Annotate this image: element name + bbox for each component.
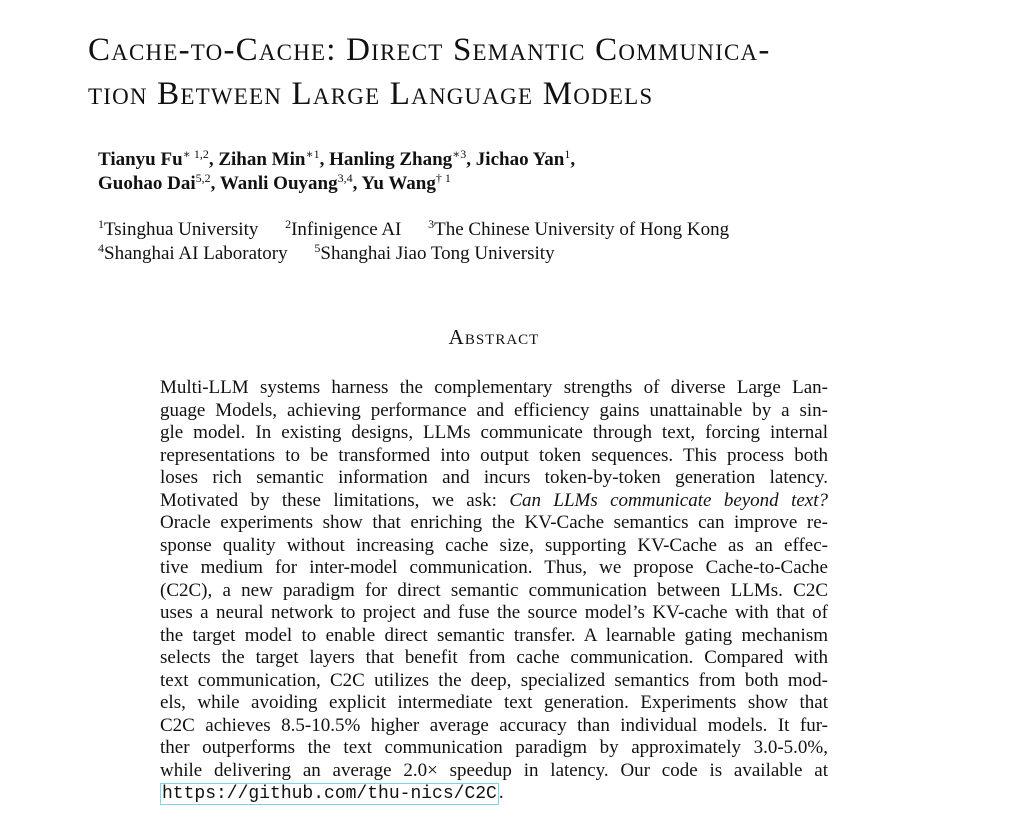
author-affil-marker: ∗3	[452, 147, 467, 161]
abstract-line: while delivering an average 2.0× speedup in latency. Our code is available at	[160, 759, 828, 781]
affiliation-item: $^4$Shanghai AI Laboratory	[98, 241, 288, 264]
abstract-line: text communication, C2C utilizes the deep, specialized semantics from both mod-	[160, 669, 828, 691]
author-name: Hanling Zhang	[329, 149, 453, 170]
abstract-line: ther outperforms the text communication paradigm by approximately 3.0-5.0%,	[160, 737, 828, 758]
abstract-line: the target model to enable direct semantic transfer. A learnable gating mechanism	[160, 624, 828, 646]
author-name: Jichao Yan	[475, 149, 565, 170]
abstract-line: els, while avoiding explicit intermediate text generation. Experiments show that	[160, 692, 828, 713]
abstract-line: https://github.com/thu-nics/C2C .	[162, 782, 504, 804]
affiliation-item: $^2$Infinigence AI	[285, 217, 402, 240]
author-affil-marker: 3,4	[337, 171, 353, 185]
author-affil-marker: ∗1	[305, 147, 320, 161]
author-name: Wanli Ouyang	[219, 173, 338, 194]
author-affil-marker: 1	[564, 147, 571, 161]
abstract-line: (C2C), a new paradigm for direct semantic communication between LLMs. C2C	[160, 579, 828, 601]
author-line-1: Tianyu $Fu^{∗ 1,2}$, Zihan Min$^{∗1}$, Hanling Zhang$^{∗3}$, Jichao Yan$^1$,	[98, 147, 576, 170]
author-name: Guohao Dai	[98, 173, 196, 194]
author-list	[98, 148, 898, 196]
author-affil-marker: ∗ 1,2	[182, 147, 209, 161]
abstract-heading: Abstract	[448, 325, 540, 349]
author-affil-marker: 5,2	[195, 171, 211, 185]
abstract-line: selects the target layers that benefit from cache communication. Compared with	[160, 647, 828, 668]
abstract-line: representations to be transformed into output token sequences. This process both	[160, 444, 828, 466]
abstract-line: uses a neural network to project and fuse the source model’s KV-cache with that of	[160, 602, 828, 623]
author-name: Yu Wang	[361, 173, 436, 194]
abstract-line: Multi-LLM systems harness the complementary strengths of diverse Large Lan-	[160, 377, 828, 398]
title-line-1: Cache-to-Cache: Direct Semantic Communica-	[88, 32, 771, 68]
abstract-line: tive medium for inter-model communication. Thus, we propose Cache-to-Cache	[160, 557, 828, 578]
affiliation-list	[98, 218, 898, 266]
author-name: Zihan Min	[218, 149, 306, 170]
author-line-2: Guohao Dai$^{5,2}$, Wanli Ouyang$^{3,4}$, Yu Wang$^{\dagger 1}$	[98, 171, 451, 194]
abstract-line: Motivated by these limitations, we ask: Can LLMs communicate beyond text?	[160, 489, 829, 511]
affiliation-item: $^1$Tsinghua University	[98, 217, 259, 240]
affiliation-item: $^5$Shanghai Jiao Tong University	[314, 241, 555, 264]
abstract-line: sponse quality without increasing cache size, supporting KV-Cache as an effec-	[160, 534, 828, 556]
affiliation-item: $^3$The Chinese University of Hong Kong	[428, 217, 730, 240]
abstract-line: guage Models, achieving performance and efficiency gains unattainable by a sin-	[160, 399, 828, 421]
author-name: Tianyu Fu	[98, 149, 183, 170]
affiliation-line-1	[98, 218, 898, 242]
abstract-line: Oracle experiments show that enriching the KV-Cache semantics can improve re-	[160, 512, 828, 533]
abstract-line: C2C achieves 8.5-10.5% higher average accuracy than individual models. It fur-	[160, 714, 828, 736]
research-question: Can LLMs communicate beyond text?	[509, 489, 829, 511]
author-affil-marker: † 1	[435, 171, 451, 185]
abstract-line: gle model. In existing designs, LLMs communicate through text, forcing internal	[160, 422, 828, 443]
affiliation-line-2	[98, 242, 898, 266]
abstract-body	[160, 377, 828, 805]
title-line-2: tion Between Large Language Models	[88, 76, 654, 112]
paper-title	[88, 28, 988, 116]
abstract-line: loses rich semantic information and incurs token-by-token generation latency.	[160, 467, 828, 488]
code-repo-link[interactable]: https://github.com/thu-nics/C2C	[162, 784, 497, 804]
